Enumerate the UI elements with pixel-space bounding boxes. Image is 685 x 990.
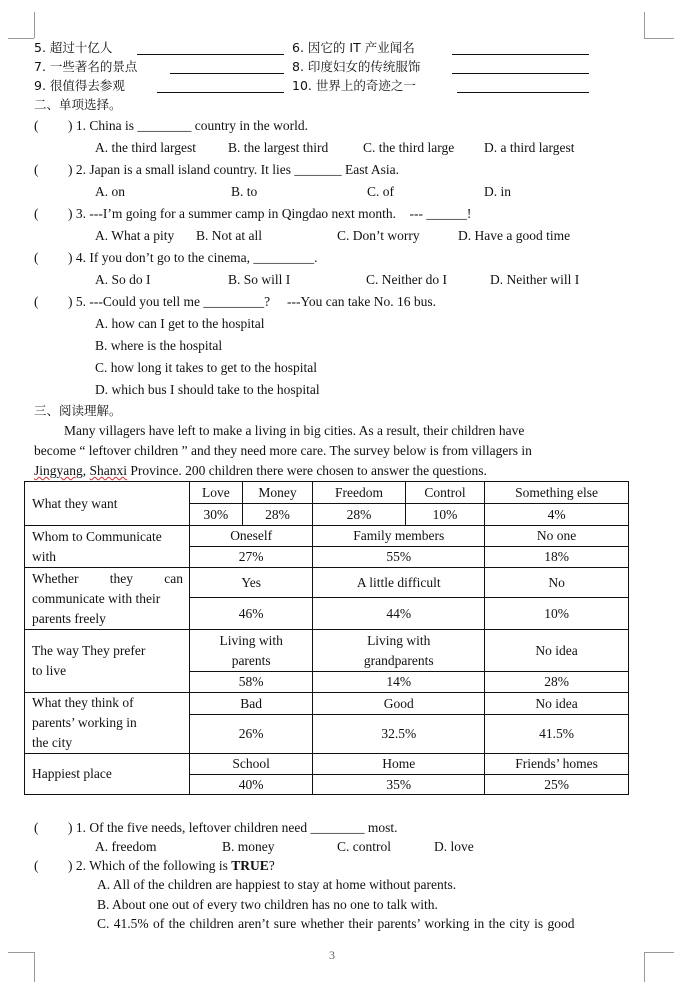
- item-number: 9.: [34, 78, 46, 93]
- option: A. the third largest: [95, 140, 196, 155]
- value-cell: 18%: [485, 547, 629, 568]
- value-cell: 27%: [190, 547, 313, 568]
- option: A. freedom: [95, 839, 157, 854]
- option: D. in: [484, 184, 511, 199]
- corner-mark: [34, 12, 35, 38]
- vocab-item-10: [292, 76, 416, 94]
- answer-blank[interactable]: [157, 80, 284, 93]
- header-cell: Family members: [313, 526, 485, 547]
- option: C. how long it takes to get to the hospital: [95, 360, 317, 375]
- item-number: 5.: [34, 40, 46, 55]
- corner-mark: [34, 952, 35, 982]
- corner-mark: [8, 952, 34, 953]
- option: C. 41.5% of the children aren’t sure whether their parents’ working in the city is good: [97, 916, 575, 931]
- question-stem: ) 4. If you don’t go to the cinema, _________.: [68, 250, 318, 265]
- vocab-prompt: 很值得去参观: [49, 78, 125, 93]
- option: C. control: [337, 839, 391, 854]
- table-row: [25, 482, 629, 504]
- row-label: Whether they can communicate with their parents freely: [25, 568, 190, 630]
- value-cell: 44%: [313, 598, 485, 630]
- blank: _________: [253, 250, 315, 265]
- header-cell: Oneself: [190, 526, 313, 547]
- value-cell: 46%: [190, 598, 313, 630]
- item-number: 7.: [34, 59, 46, 74]
- question-stem: ) 3. ---I’m going for a summer camp in Qingdao next month. --- ______!: [68, 206, 472, 221]
- header-cell: Something else: [485, 482, 629, 504]
- header-cell: No: [485, 568, 629, 598]
- value-cell: 28%: [485, 672, 629, 693]
- header-cell: Love: [190, 482, 243, 504]
- header-cell: Yes: [190, 568, 313, 598]
- vocab-item-9: [34, 76, 125, 94]
- question-stem: ) 2. Japan is a small island country. It lies _______ East Asia.: [68, 162, 399, 177]
- header-cell: School: [190, 754, 313, 775]
- passage-line: Jingyang, Shanxi Province. 200 children there were chosen to answer the questions.: [34, 463, 487, 478]
- answer-paren[interactable]: (: [34, 118, 39, 133]
- option: A. What a pity: [95, 228, 175, 243]
- row-label: What they think of parents’ working in the city: [25, 693, 190, 754]
- vocab-item-7: [34, 57, 137, 75]
- question-stem: ) 1. Of the five needs, leftover children need ________ most.: [68, 820, 398, 835]
- row-label: Happiest place: [25, 754, 190, 795]
- blank: ________: [137, 118, 192, 133]
- corner-mark: [644, 952, 645, 982]
- value-cell: 25%: [485, 775, 629, 795]
- header-cell: Bad: [190, 693, 313, 715]
- vocab-item-8: [292, 57, 420, 75]
- option: D. Neither will I: [490, 272, 580, 287]
- reading-passage: [34, 421, 636, 481]
- option: B. So will I: [228, 272, 291, 287]
- value-cell: 35%: [313, 775, 485, 795]
- header-cell: A little difficult: [313, 568, 485, 598]
- vocab-item-6: [292, 38, 415, 56]
- blank: ______: [426, 206, 467, 221]
- option: C. Don’t worry: [337, 228, 420, 243]
- answer-paren[interactable]: (: [34, 294, 39, 309]
- value-cell: 10%: [485, 598, 629, 630]
- blank: _________: [203, 294, 265, 309]
- answer-paren[interactable]: (: [34, 858, 39, 873]
- header-cell: Control: [405, 482, 484, 504]
- answer-blank[interactable]: [137, 42, 284, 55]
- header-cell: No idea: [485, 693, 629, 715]
- value-cell: 10%: [405, 504, 484, 526]
- vocab-prompt: 超过十亿人: [49, 40, 113, 55]
- value-cell: 58%: [190, 672, 313, 693]
- row-label: The way They prefer to live: [25, 630, 190, 693]
- header-cell: No idea: [485, 630, 629, 672]
- table-row: [25, 568, 629, 598]
- value-cell: 4%: [485, 504, 629, 526]
- question-stem: ) 1. China is ________ country in the world.: [68, 118, 308, 133]
- option: B. About one out of every two children has no one to talk with.: [97, 897, 438, 912]
- option: B. the largest third: [228, 140, 329, 155]
- item-number: 8.: [292, 59, 304, 74]
- spellcheck-word: Jingyang: [34, 463, 83, 478]
- value-cell: 14%: [313, 672, 485, 693]
- option: B. Not at all: [196, 228, 262, 243]
- option: A. how can I get to the hospital: [95, 316, 265, 331]
- question-stem: ) 2. Which of the following is TRUE?: [68, 858, 275, 873]
- value-cell: 32.5%: [313, 715, 485, 754]
- vocab-prompt: 世界上的奇迹之一: [315, 78, 416, 93]
- row-label: What they want: [25, 482, 190, 526]
- passage-line: become “ leftover children ” and they need more care. The survey below is from villagers in: [34, 443, 532, 458]
- item-number: 6.: [292, 40, 304, 55]
- corner-mark: [644, 12, 645, 38]
- option: C. of: [367, 184, 394, 199]
- corner-mark: [644, 952, 674, 953]
- option: D. which bus I should take to the hospital: [95, 382, 320, 397]
- blank: ________: [310, 820, 365, 835]
- answer-paren[interactable]: (: [34, 206, 39, 221]
- value-cell: 40%: [190, 775, 313, 795]
- value-cell: 26%: [190, 715, 313, 754]
- option: D. love: [434, 839, 474, 854]
- answer-blank[interactable]: [170, 61, 284, 74]
- option: B. to: [231, 184, 258, 199]
- blank: _______: [294, 162, 342, 177]
- survey-table: [24, 481, 629, 795]
- table-row: [25, 693, 629, 715]
- vocab-prompt: 印度妇女的传统服饰: [307, 59, 421, 74]
- vocab-prompt: 一些著名的景点: [49, 59, 138, 74]
- section-heading: 二、单项选择。: [34, 97, 122, 112]
- answer-paren[interactable]: (: [34, 162, 39, 177]
- value-cell: 55%: [313, 547, 485, 568]
- option: D. Have a good time: [458, 228, 571, 243]
- option: C. the third large: [363, 140, 455, 155]
- value-cell: 41.5%: [485, 715, 629, 754]
- vocab-prompt: 因它的 IT 产业闻名: [307, 40, 415, 55]
- option: A. All of the children are happiest to stay at home without parents.: [97, 877, 457, 892]
- header-cell: Money: [242, 482, 313, 504]
- spellcheck-word: Shanxi: [89, 463, 128, 478]
- answer-blank[interactable]: [457, 80, 589, 93]
- page-number: 3: [329, 948, 335, 962]
- question-stem: ) 5. ---Could you tell me _________? ---You can take No. 16 bus.: [68, 294, 436, 309]
- answer-blank[interactable]: [452, 61, 589, 74]
- emphasis: TRUE: [231, 858, 269, 873]
- header-cell: Good: [313, 693, 485, 715]
- section-heading: 三、阅读理解。: [34, 403, 122, 418]
- option: C. Neither do I: [366, 272, 447, 287]
- header-cell: No one: [485, 526, 629, 547]
- option: A. on: [95, 184, 125, 199]
- option: D. a third largest: [484, 140, 575, 155]
- option: A. So do I: [95, 272, 151, 287]
- header-cell: Living with grandparents: [313, 630, 485, 672]
- answer-paren[interactable]: (: [34, 250, 39, 265]
- option: B. money: [222, 839, 275, 854]
- value-cell: 28%: [313, 504, 405, 526]
- answer-blank[interactable]: [452, 42, 589, 55]
- value-cell: 28%: [242, 504, 313, 526]
- header-cell: Freedom: [313, 482, 405, 504]
- table-row: [25, 630, 629, 672]
- passage-line: Many villagers have left to make a living in big cities. As a result, their children have: [64, 423, 525, 438]
- value-cell: 30%: [190, 504, 243, 526]
- answer-paren[interactable]: (: [34, 820, 39, 835]
- item-number: 10.: [292, 78, 312, 93]
- header-cell: Living with parents: [190, 630, 313, 672]
- corner-mark: [8, 38, 34, 39]
- table-row: [25, 754, 629, 775]
- corner-mark: [644, 38, 674, 39]
- row-label: Whom to Communicate with: [25, 526, 190, 568]
- header-cell: Friends’ homes: [485, 754, 629, 775]
- table-row: [25, 526, 629, 547]
- option: B. where is the hospital: [95, 338, 223, 353]
- header-cell: Home: [313, 754, 485, 775]
- vocab-item-5: [34, 38, 112, 56]
